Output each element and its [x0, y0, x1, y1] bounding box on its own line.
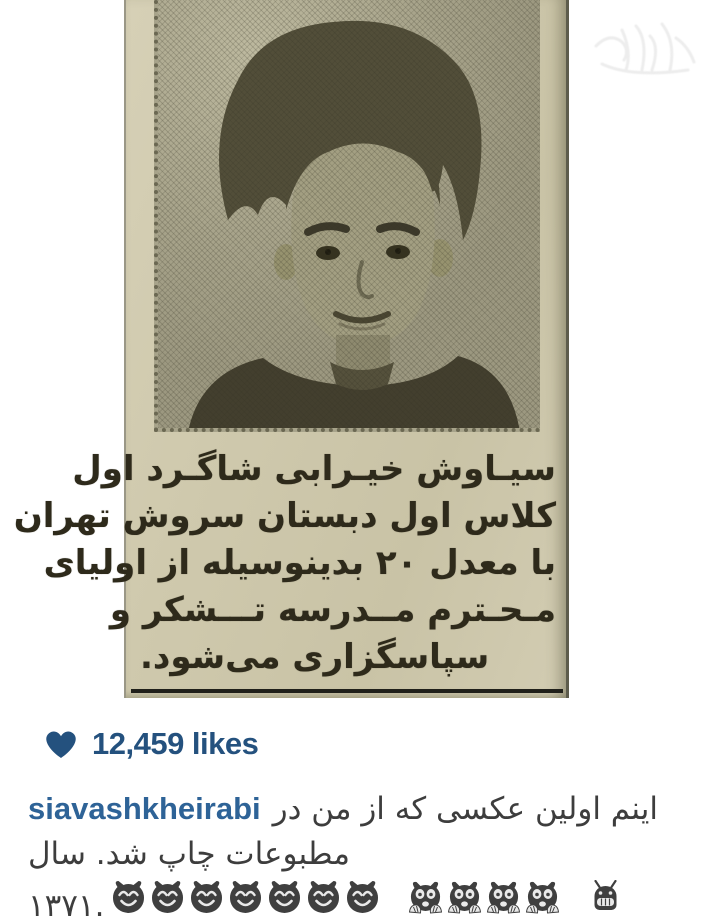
caption-year: ۱۳۷۱.: [28, 887, 105, 919]
cat-grin-emoji: [344, 880, 381, 914]
cat-grin-emoji: [266, 880, 303, 914]
cat-grin-emoji: [227, 880, 264, 914]
caption-text-part-1: اینم اولین عکسی که از من در: [272, 791, 659, 827]
boy-portrait-photo: [154, 0, 540, 432]
caption-text-part-2: مطبوعات چاپ شد. سال: [28, 836, 350, 872]
newspaper-bottom-rule: [131, 689, 563, 693]
emoji-row: [104, 880, 626, 919]
cat-paws-emoji: [446, 880, 483, 914]
cat-grin-emoji: [188, 880, 225, 914]
robot-grin-emoji: [587, 880, 624, 914]
news-line: مـحـترم مــدرسه تـــشکر و: [109, 590, 556, 630]
news-line: سپاسگزاری می‌شود.: [140, 637, 490, 677]
cat-grin-emoji: [110, 880, 147, 914]
cat-paws-emoji: [524, 880, 561, 914]
heart-icon[interactable]: [44, 728, 78, 760]
newspaper-caption-text: [13, 432, 566, 681]
news-line: با معدل ۲۰ بدینوسیله از اولیای: [43, 543, 556, 583]
cat-paws-emoji: [407, 880, 444, 914]
caption: [28, 786, 696, 919]
post-image-newspaper-clipping[interactable]: [13, 0, 569, 698]
caption-line-3: [28, 880, 696, 919]
likes-count[interactable]: 12,459 likes: [92, 726, 259, 761]
paper-smudge: [592, 12, 702, 92]
likes-row[interactable]: [44, 726, 258, 762]
news-line: سیـاوش خیـرابی شاگـرد اول: [72, 449, 556, 489]
caption-line-1: [28, 786, 696, 832]
news-line: کلاس اول دبستان سروش تهران: [13, 496, 556, 536]
username-link[interactable]: siavashkheirabi: [28, 791, 261, 826]
cat-grin-emoji: [305, 880, 342, 914]
cat-grin-emoji: [149, 880, 186, 914]
cat-paws-emoji: [485, 880, 522, 914]
